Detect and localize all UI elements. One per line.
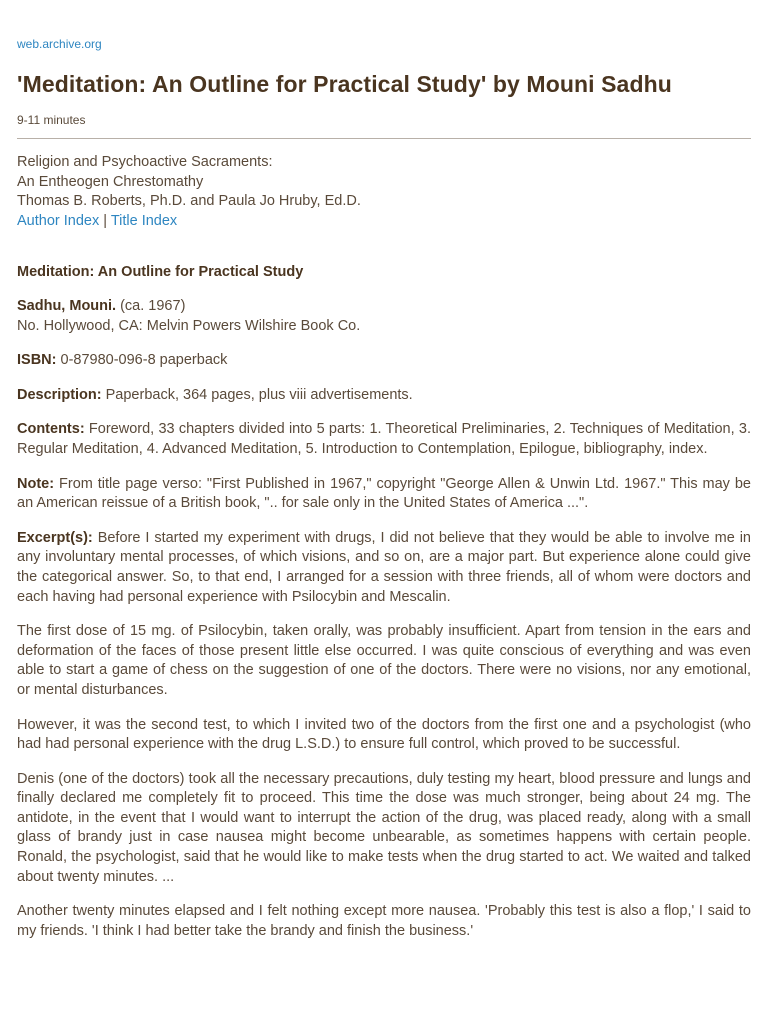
description-line — [17, 386, 751, 406]
contents-paragraph — [17, 420, 751, 459]
author-date: (ca. 1967) — [116, 298, 186, 314]
collection-editors: Thomas B. Roberts, Ph.D. and Paula Jo Hruby, Ed.D. — [17, 193, 361, 209]
author-index-link[interactable]: Author Index — [17, 212, 100, 229]
note-value: From title page verso: "First Published in 1967," copyright "George Allen & Unwin Ltd. 1967." This may be an American reissue of a British book, ".. for sale only in the United States of America ...". — [17, 475, 751, 512]
excerpt-paragraph-2: The first dose of 15 mg. of Psilocybin, taken orally, was probably insufficient. Apart from tension in the ears and deformation of the faces of those present little else occurred. I was quite conscious of everything and was even able to start a game of chess on the suggestion of one of the doctors. There were no visions, nor any emotional, or mental disturbances. — [17, 623, 751, 698]
note-label: Note: — [17, 475, 55, 492]
contents-label: Contents: — [17, 421, 85, 438]
source-link[interactable]: web.archive.org — [17, 37, 102, 51]
description-value: Paperback, 364 pages, plus viii advertisements. — [101, 386, 413, 403]
collection-title-line1: Religion and Psychoactive Sacraments: — [17, 154, 273, 170]
isbn-line — [17, 351, 751, 371]
publisher: No. Hollywood, CA: Melvin Powers Wilshire Book Co. — [17, 317, 361, 334]
author-block — [17, 297, 751, 336]
excerpt-paragraph-4: Denis (one of the doctors) took all the necessary precautions, duly testing my heart, blood pressure and lungs and finally declared me completely fit to proceed. This time the dose was much stronger, being about 24 mg. The antidote, in the event that I would want to interrupt the action of the drug, was placed ready, along with a small glass of brandy just in case nausea might become unbearable, as sometimes happens with certain people. Ronald, the psychologist, said that he would like to make tests when the drug started to act. We waited and talked about twenty minutes. ... — [17, 770, 751, 885]
excerpt-label: Excerpt(s): — [17, 529, 93, 546]
reading-time: 9-11 minutes — [17, 113, 86, 127]
title-index-link[interactable]: Title Index — [110, 212, 178, 229]
excerpt-value: Before I started my experiment with drugs, I did not believe that they would be able to involve me in any involuntary mental processes, of which visions, and so on, are a major part. But experience alone could give the categorical answer. So, to that end, I arranged for a session with three friends, all of whom were doctors and each having had personal experience with Psilocybin and Mescalin. — [17, 529, 751, 605]
collection-title-line2: An Entheogen Chrestomathy — [17, 173, 204, 190]
link-separator: | — [103, 212, 108, 229]
author-label: Sadhu, Mouni. — [17, 298, 117, 314]
description-label: Description: — [17, 386, 102, 403]
isbn-value: 0-87980-096-8 paperback — [56, 352, 228, 369]
chrestomathy-header — [17, 153, 751, 231]
index-links — [17, 212, 751, 232]
isbn-label: ISBN: — [17, 352, 57, 369]
article-title: 'Meditation: An Outline for Practical Study' by Mouni Sadhu — [17, 71, 672, 97]
excerpt-paragraph-3: However, it was the second test, to which I invited two of the doctors from the first one and a psychologist (who had had personal experience with the drug L.S.D.) to ensure full control, which proved to be successful. — [17, 716, 751, 753]
excerpt-paragraph-5: Another twenty minutes elapsed and I felt nothing except more nausea. 'Probably this test is also a flop,' I said to my friends. 'I think I had better take the brandy and finish the business.' — [17, 903, 751, 939]
contents-value: Foreword, 33 chapters divided into 5 parts: 1. Theoretical Preliminaries, 2. Techniques of Meditation, 3. Regular Meditation, 4. Advanced Meditation, 5. Introduction to Contemplation, Epilogue, bibliography, index. — [17, 421, 751, 457]
book-title: Meditation: An Outline for Practical Study — [17, 264, 304, 280]
divider — [17, 138, 751, 139]
excerpt-paragraph — [17, 529, 751, 607]
note-paragraph — [17, 475, 751, 514]
